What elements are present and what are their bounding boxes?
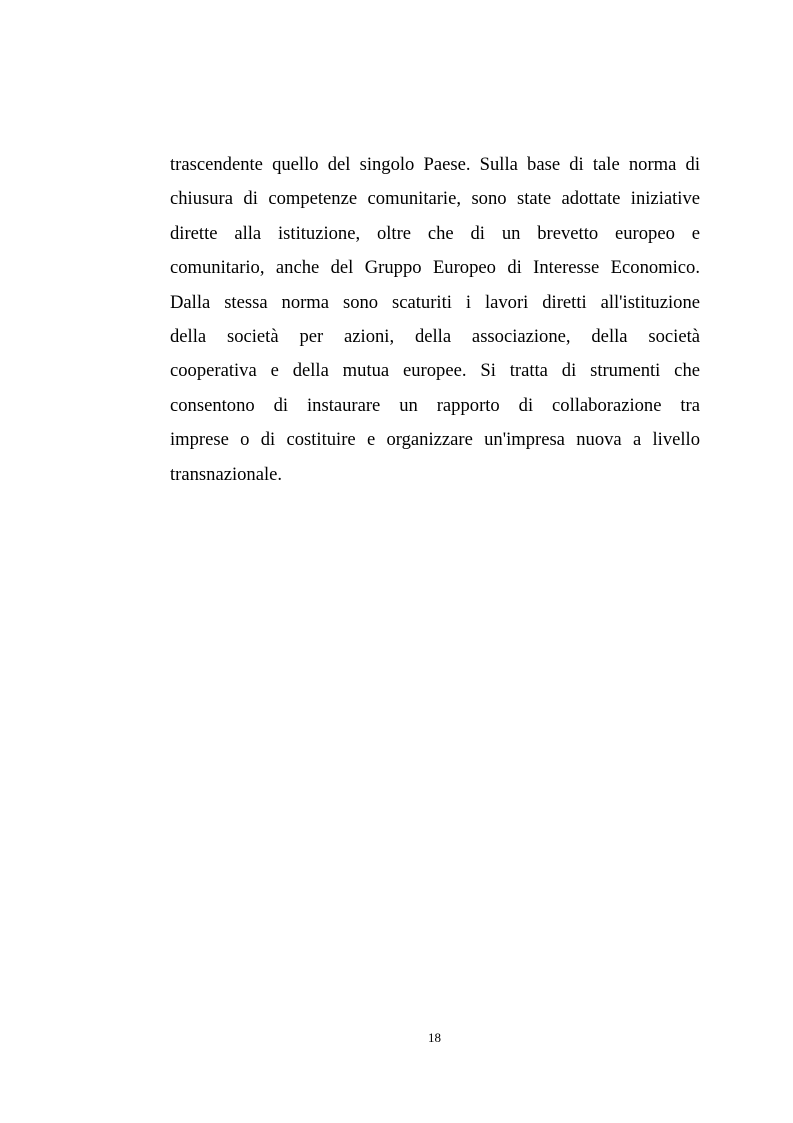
paragraph-line: Dalla stessa norma sono scaturiti i lavori diretti all'istituzione bbox=[170, 291, 700, 313]
paragraph-line: dirette alla istituzione, oltre che di un brevetto europeo e bbox=[170, 222, 700, 244]
page-number: 18 bbox=[428, 1030, 441, 1045]
paragraph-line: cooperativa e della mutua europee. Si tratta di strumenti che bbox=[170, 360, 700, 382]
body-paragraph bbox=[170, 148, 700, 492]
paragraph-line: transnazionale. bbox=[170, 463, 283, 485]
paragraph-line: consentono di instaurare un rapporto di collaborazione tra bbox=[170, 394, 700, 416]
paragraph-line: chiusura di competenze comunitarie, sono state adottate iniziative bbox=[170, 188, 700, 210]
paragraph-line: della società per azioni, della associazione, della società bbox=[170, 325, 700, 347]
paragraph-line: imprese o di costituire e organizzare un'impresa nuova a livello bbox=[170, 429, 700, 451]
paragraph-line: comunitario, anche del Gruppo Europeo di Interesse Economico. bbox=[170, 257, 700, 279]
paragraph-line: trascendente quello del singolo Paese. Sulla base di tale norma di bbox=[170, 154, 700, 175]
